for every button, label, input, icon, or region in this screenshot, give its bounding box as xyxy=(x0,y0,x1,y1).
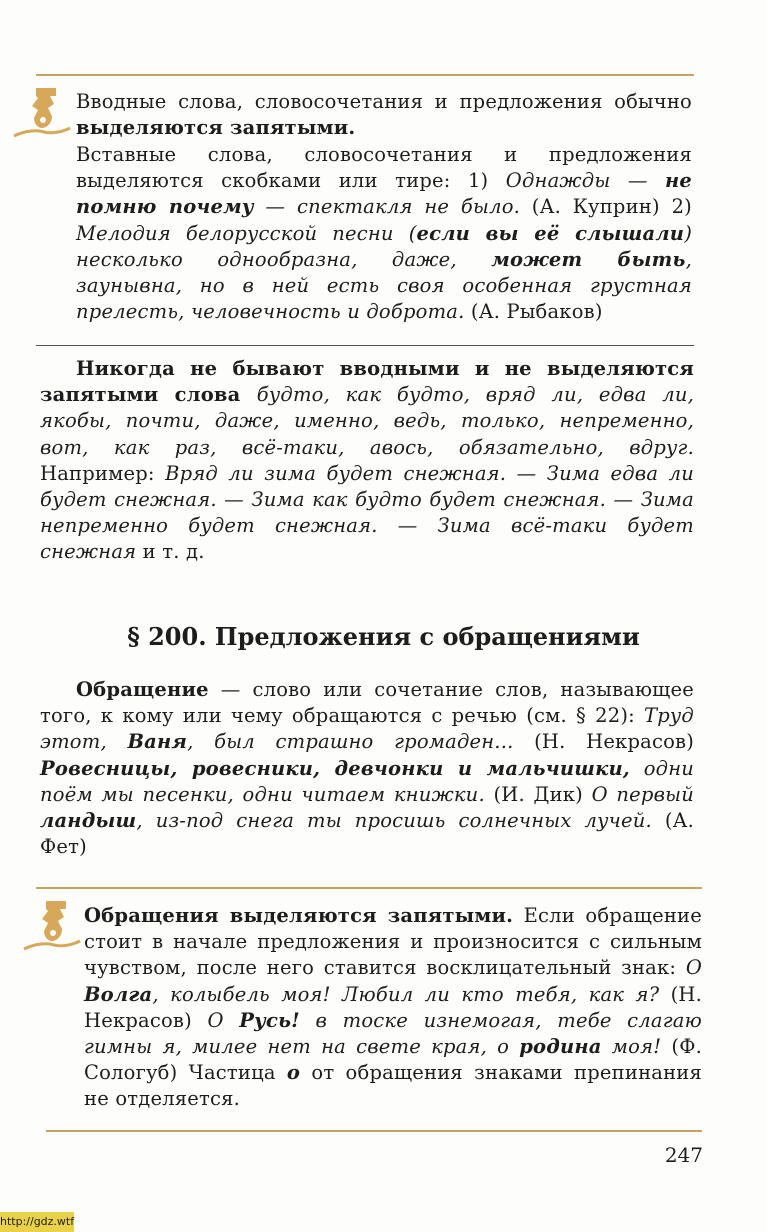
text-segment: — слово или сочетание слов, называющее того, к кому или чему обращаются с речью (см. § 22): xyxy=(40,678,694,728)
page-number: 247 xyxy=(664,1143,703,1167)
text-segment: и т. д. xyxy=(136,540,205,564)
source-ref: (Н. Некрасов) xyxy=(513,730,694,754)
example-italic: О первый xyxy=(591,782,694,806)
example-bold-italic: Русь! xyxy=(239,1008,300,1032)
example-bold-italic: Волга xyxy=(84,982,153,1006)
source-ref: (А. Куприн) 2) xyxy=(520,195,692,219)
example-italic: , заунывна, но в ней есть своя особенная грустная прелесть, человечность и доброта. xyxy=(76,247,692,324)
example-italic: , колыбель моя! Любил ли кто тебя, как я? xyxy=(152,982,660,1006)
example-italic: моя! xyxy=(601,1035,662,1059)
rule-text-block-4 xyxy=(84,903,702,1113)
top-rule xyxy=(36,74,694,76)
text-segment: Например: xyxy=(40,461,166,485)
source-ref: (Н. Некрасов) xyxy=(84,982,702,1032)
bold-phrase: Никогда не бывают вводными и не выделяются запятыми слова xyxy=(40,357,694,407)
example-bold-italic: Ваня xyxy=(127,730,188,754)
example-bold-italic: родина xyxy=(519,1035,602,1059)
definition-paragraph xyxy=(40,677,694,860)
example-bold-italic: Ровесницы, ровесники, девчонки и мальчишки, xyxy=(40,756,630,780)
example-bold-italic: ландыш xyxy=(40,809,137,833)
example-bold-italic: не помню почему xyxy=(76,169,693,219)
rule-text-block-1 xyxy=(76,89,692,141)
bold-phrase: Обращения выделяются запятыми. xyxy=(84,904,514,927)
text-segment: Вводные слова, словосочетания и предложения обычно xyxy=(76,90,692,113)
example-bold-italic: если вы её слышали xyxy=(416,221,685,245)
example-italic: , был страшно громаден... xyxy=(187,730,514,754)
example-italic: , из-под снега ты просишь солнечных лучей. xyxy=(136,809,652,833)
section-heading: § 200. Предложения с обращениями xyxy=(127,622,640,651)
example-italic: ) несколько однообразна, даже, xyxy=(76,221,692,271)
source-ref: (А. Фет) xyxy=(40,809,694,859)
rule-text-block-2 xyxy=(40,356,694,566)
source-ref: (И. Дик) xyxy=(484,782,592,806)
divider xyxy=(36,345,694,346)
example-bold-italic: о xyxy=(286,1061,301,1085)
example-italic: одни поём мы песенки, одни читаем книжки. xyxy=(40,756,694,806)
pen-nib-icon xyxy=(22,897,82,957)
text-segment: Если обращение стоит в начале предложения и произносится с сильным чувством, после него ставится восклицательный знак: xyxy=(84,904,702,980)
example-italic: О xyxy=(207,1008,240,1032)
text-segment: Вставные слова, словосочетания и предложения выделяются скобками или тире: 1) xyxy=(76,143,692,193)
pen-nib-icon xyxy=(12,84,72,144)
term-bold: Обращение xyxy=(76,678,209,701)
bold-phrase: выделяются запятыми. xyxy=(76,116,356,140)
accent-rule xyxy=(36,887,702,889)
word-list-italic: будто, как будто, вряд ли, едва ли, якобы, почти, даже, именно, ведь, только, непременно, вот, как раз, всё-таки, авось, обязательно, вдруг. xyxy=(40,383,694,459)
example-italic: О xyxy=(685,956,702,980)
example-bold-italic: может быть xyxy=(491,247,686,271)
example-italic: в тоске изнемогая, тебе слагаю гимны я, милее нет на свете края, о xyxy=(84,1008,702,1059)
example-italic: Вряд ли зима будет снежная. — Зима едва ли будет снежная. — Зима как будто будет снежная. — Зима непременно будет снежная. — Зима всё-таки будет снежная xyxy=(40,461,694,564)
example-italic: Мелодия белорусской песни ( xyxy=(76,221,417,245)
bottom-rule xyxy=(46,1130,702,1132)
watermark-label: http://gdz.wtf xyxy=(0,1212,74,1232)
text-segment: (Ф. Сологуб) Частица xyxy=(84,1035,703,1085)
source-ref: (А. Рыбаков) xyxy=(464,300,603,324)
text-segment: от обращения знаками препинания не отделяется. xyxy=(84,1061,702,1111)
example-italic: — спектакля не было. xyxy=(253,195,521,219)
rule-text-block-1b xyxy=(76,142,692,325)
example-italic: Однажды — xyxy=(505,169,665,193)
example-italic: Труд этот, xyxy=(40,704,694,754)
